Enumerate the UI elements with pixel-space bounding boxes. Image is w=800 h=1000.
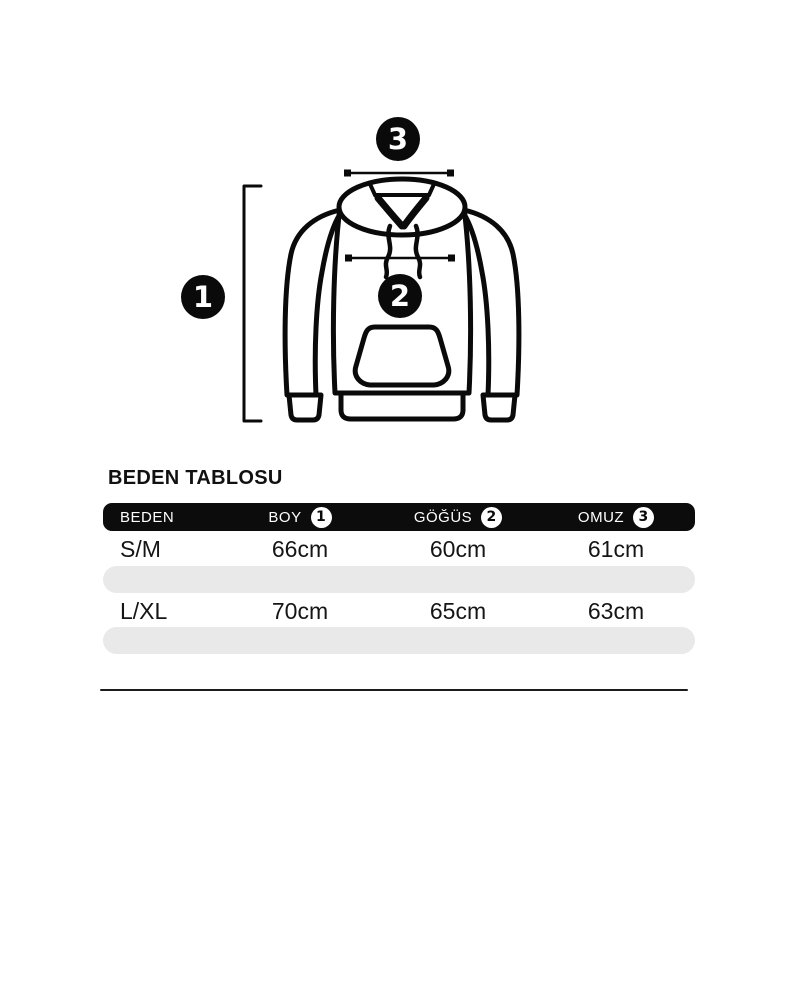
row-stripe xyxy=(103,627,695,654)
header-gogus-label: GÖĞÜS xyxy=(413,508,473,526)
cell-size: L/XL xyxy=(120,597,168,624)
shoulder-badge: 3 xyxy=(376,117,420,161)
size-table-header xyxy=(103,503,695,531)
length-badge: 1 xyxy=(181,275,225,319)
table-row-lxl xyxy=(103,595,695,627)
waistband xyxy=(341,393,463,419)
length-bracket xyxy=(244,186,261,421)
header-boy-label: BOY xyxy=(268,508,302,526)
hoodie-line-drawing xyxy=(0,0,800,460)
header-beden: BEDEN xyxy=(120,508,175,526)
header-badge-3: 3 xyxy=(633,507,654,528)
shoulder-measure-line xyxy=(344,170,454,177)
cell-gogus: 65cm xyxy=(429,597,487,624)
cell-omuz: 63cm xyxy=(587,597,645,624)
chest-badge: 2 xyxy=(378,274,422,318)
header-boy xyxy=(221,507,379,528)
header-gogus xyxy=(379,507,537,528)
header-omuz-label: OMUZ xyxy=(577,508,625,526)
table-row-sm xyxy=(103,533,695,565)
cell-boy: 70cm xyxy=(271,597,329,624)
right-cuff xyxy=(483,395,515,420)
header-badge-1: 1 xyxy=(311,507,332,528)
bottom-divider xyxy=(100,689,688,691)
header-omuz xyxy=(537,507,695,528)
kangaroo-pocket xyxy=(355,327,449,385)
size-table-title: BEDEN TABLOSU xyxy=(108,467,283,489)
cell-gogus: 60cm xyxy=(429,535,487,562)
row-stripe xyxy=(103,566,695,593)
cell-boy: 66cm xyxy=(271,535,329,562)
header-badge-2: 2 xyxy=(481,507,502,528)
left-cuff xyxy=(289,395,321,420)
cell-size: S/M xyxy=(120,535,161,562)
cell-omuz: 61cm xyxy=(587,535,645,562)
